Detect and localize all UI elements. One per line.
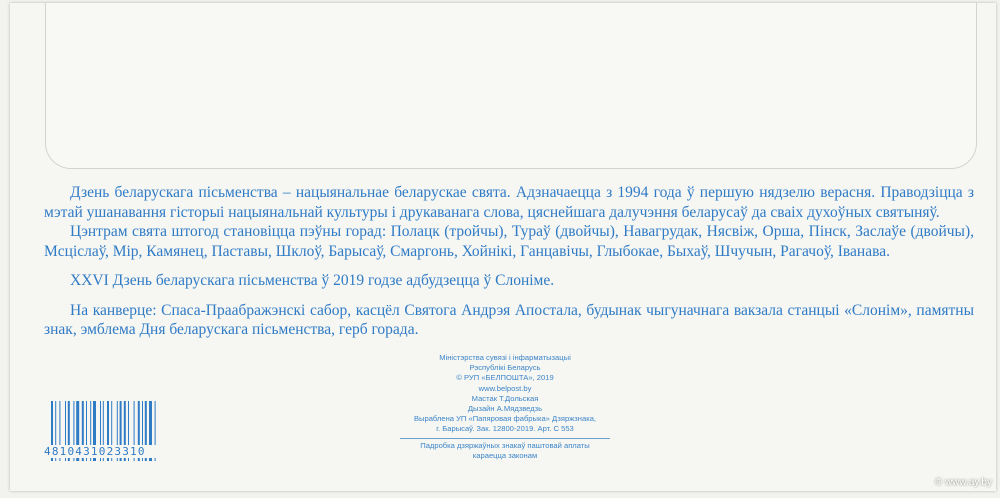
paragraph-history: Дзень беларускага пісьменства – нацыянальнае беларускае свята. Адзначаецца з 1994 года ў першую нядзелю верасня. Праводзіцца з мэтай ушанавання гісторыі нацыянальнай культуры і друкаванага слова, цяснейшага далучэння беларусаў да сваіх духоўных святыняў.: [44, 184, 974, 221]
barcode-number: 4810431023310: [44, 445, 204, 458]
imprint-warning: Падробка дзяржаўных знакаў паштовай аплаты: [420, 440, 590, 450]
envelope-back: [10, 3, 996, 491]
imprint-ministry: Міністэрства сувязі і інфарматызацыі: [439, 353, 571, 362]
imprint-divider: [400, 438, 610, 439]
envelope-flap: [45, 3, 977, 169]
imprint-artist: Мастак Т.Дольская: [471, 393, 539, 403]
imprint-printer: Выраблена УП «Папяровая фабрыка» Дзяржзнака,: [413, 414, 597, 424]
imprint-copyright: © РУП «БЕЛПОШТА», 2019: [456, 373, 554, 383]
imprint-country: Рэспублікі Беларусь: [469, 363, 541, 373]
imprint-order: г. Барысаў. Зак. 12800-2019. Арт. С 553: [436, 424, 574, 434]
paragraph-envelope-design: На канверце: Спаса-Праабражэнскі сабор, касцёл Святога Андрэя Апостала, будынак чыгуначнага вакзала станцыі «Слонім», памятны знак, эмблема Дня беларускага пісьменства, герб горада.: [44, 301, 974, 338]
imprint-designer: Дызайн А.Мядзведзь: [467, 404, 543, 414]
publisher-imprint: [370, 353, 640, 461]
watermark: © www.ay.by: [934, 477, 992, 488]
imprint-website: www.belpost.by: [478, 383, 532, 393]
paragraph-cities: Цэнтрам свята штогод становіцца пэўны горад: Полацк (тройчы), Тураў (двойчы), Навагрудак, Нясвіж, Орша, Пінск, Заслаўе (двойчы), Мсціслаў, Мір, Камянец, Паставы, Шклоў, Барысаў, Смаргонь, Хойнікі, Ганцавічы, Глыбокае, Быхаў, Шчучын, Рагачоў, Іванава.: [44, 223, 974, 260]
paragraph-2019: XXVI Дзень беларускага пісьменства ў 2019 годзе адбудзецца ў Слоніме.: [70, 272, 555, 289]
description-text: [44, 183, 974, 340]
imprint-warning-end: караецца законам: [472, 450, 538, 460]
